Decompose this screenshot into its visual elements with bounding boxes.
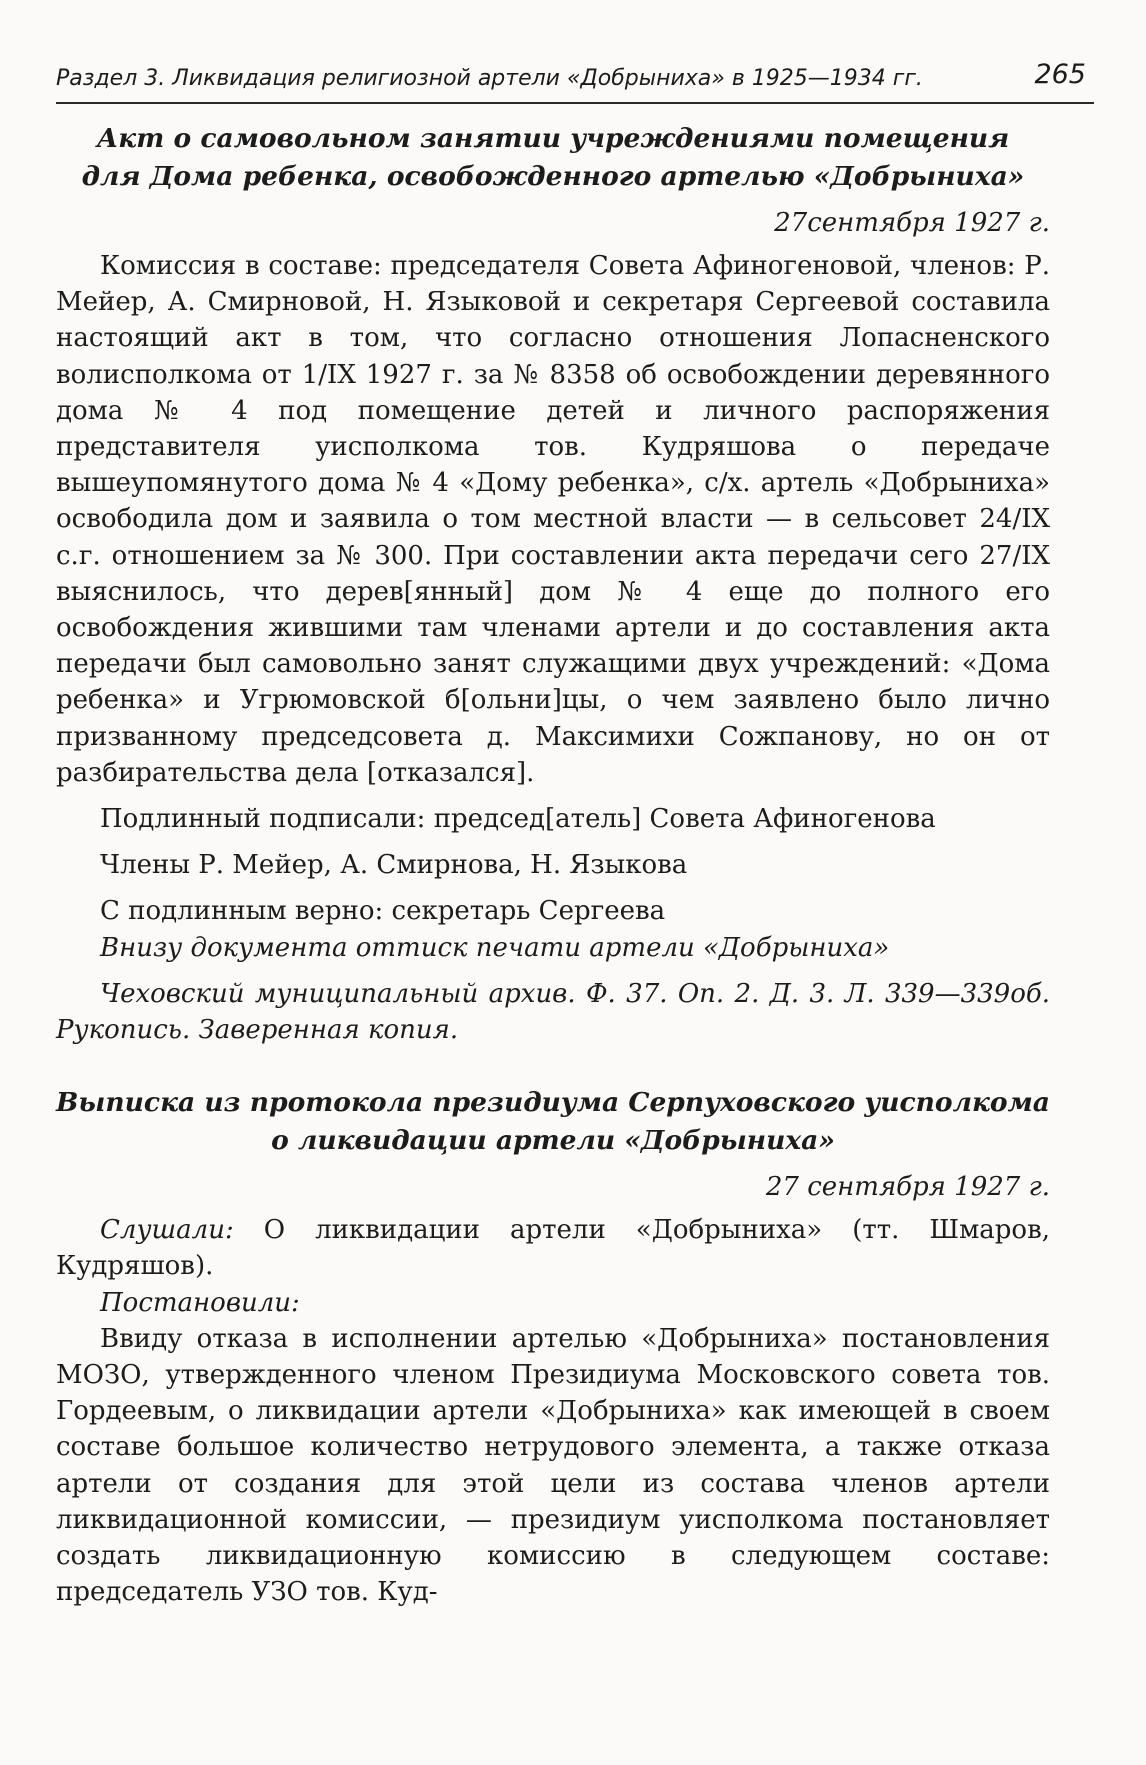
page-number: 265 <box>1034 59 1086 90</box>
act-title <box>56 120 1050 196</box>
page-content <box>56 120 1050 1611</box>
act-seal-note: Внизу документа оттиск печати артели «Добрыниха» <box>100 932 890 963</box>
extract-resolved-label <box>56 1285 1050 1321</box>
resolved-label: Постановили: <box>100 1287 300 1318</box>
act-certified: С подлинным верно: секретарь Сергеева <box>100 896 666 927</box>
page-header <box>56 59 1094 104</box>
heard-text: О ликвидации артели «Добрыниха» (тт. Шмаров, Кудряшов). <box>56 1215 1050 1282</box>
act-signed: Подлинный подписали: председ[атель] Совета Афиногенова <box>100 804 936 835</box>
act-title-line-1: Акт о самовольном занятии учреждениями помещения <box>96 123 1010 154</box>
act-archive-reference: Чеховский муниципальный архив. Ф. 37. Оп. 2. Д. 3. Л. 339—339об. Рукопись. Заверенная копия. <box>56 978 1050 1046</box>
extract-title-line-1: Выписка из протокола президиума Серпуховского уисполкома <box>56 1087 1050 1119</box>
extract-title <box>56 1084 1050 1160</box>
extract-title-line-2: о ликвидации артели «Добрыниха» <box>271 1125 835 1157</box>
act-date: 27сентября 1927 г. <box>774 208 1050 238</box>
extract-heard <box>56 1212 1050 1284</box>
heard-label: Слушали: <box>100 1215 234 1246</box>
extract-body: Ввиду отказа в исполнении артелью «Добрыниха» постановления МОЗО, утвержденного членом Президиума Московского совета тов. Гордеевым, о ликвидации артели «Добрыниха» как имеющей в своем составе большое количество нетрудового элемента, а также отказа артели от создания для этой цели из состава членов артели ликвидационной комиссии, — президиум уисполкома постановляет создать ликвидационную комиссию в следующем составе: председатель УЗО тов. Куд- <box>56 1323 1050 1608</box>
act-body: Комиссия в составе: председателя Совета Афиногеновой, членов: Р. Мейер, А. Смирновой, Н. Языковой и секретаря Сергеевой составила настоящий акт в том, что согласно отношения Лопасненского волисполкома от 1/IX 1927 г. за № 8358 об освобождении деревянного дома № 4 под помещение детей и личного распоряжения представителя уисполкома тов. Кудряшова о передаче вышеупомянутого дома № 4 «Дому ребенка», с/х. артель «Добрыниха» освободила дом и заявила о том местной власти — в сельсовет 24/IX с.г. отношением за № 300. При составлении акта передачи сего 27/IX выяснилось, что дерев[янный] дом № 4 еще до полного его освобождения жившими там членами артели и до составления акта передачи был самовольно занят служащими двух учреждений: «Дома ребенка» и Угрюмовской б[ольни]цы, о чем заявлено было лично призванному председсовета д. Максимихи Сожпанову, но он от разбирательства дела [отказался]. <box>56 251 1050 788</box>
act-members: Члены Р. Мейер, А. Смирнова, Н. Языкова <box>100 850 688 881</box>
running-title: Раздел 3. Ликвидация религиозной артели «Добрыниха» в 1925—1934 гг. <box>56 66 923 91</box>
act-title-line-2: для Дома ребенка, освобожденного артелью «Добрыниха» <box>81 161 1025 192</box>
extract-date: 27 сентября 1927 г. <box>765 1172 1050 1203</box>
